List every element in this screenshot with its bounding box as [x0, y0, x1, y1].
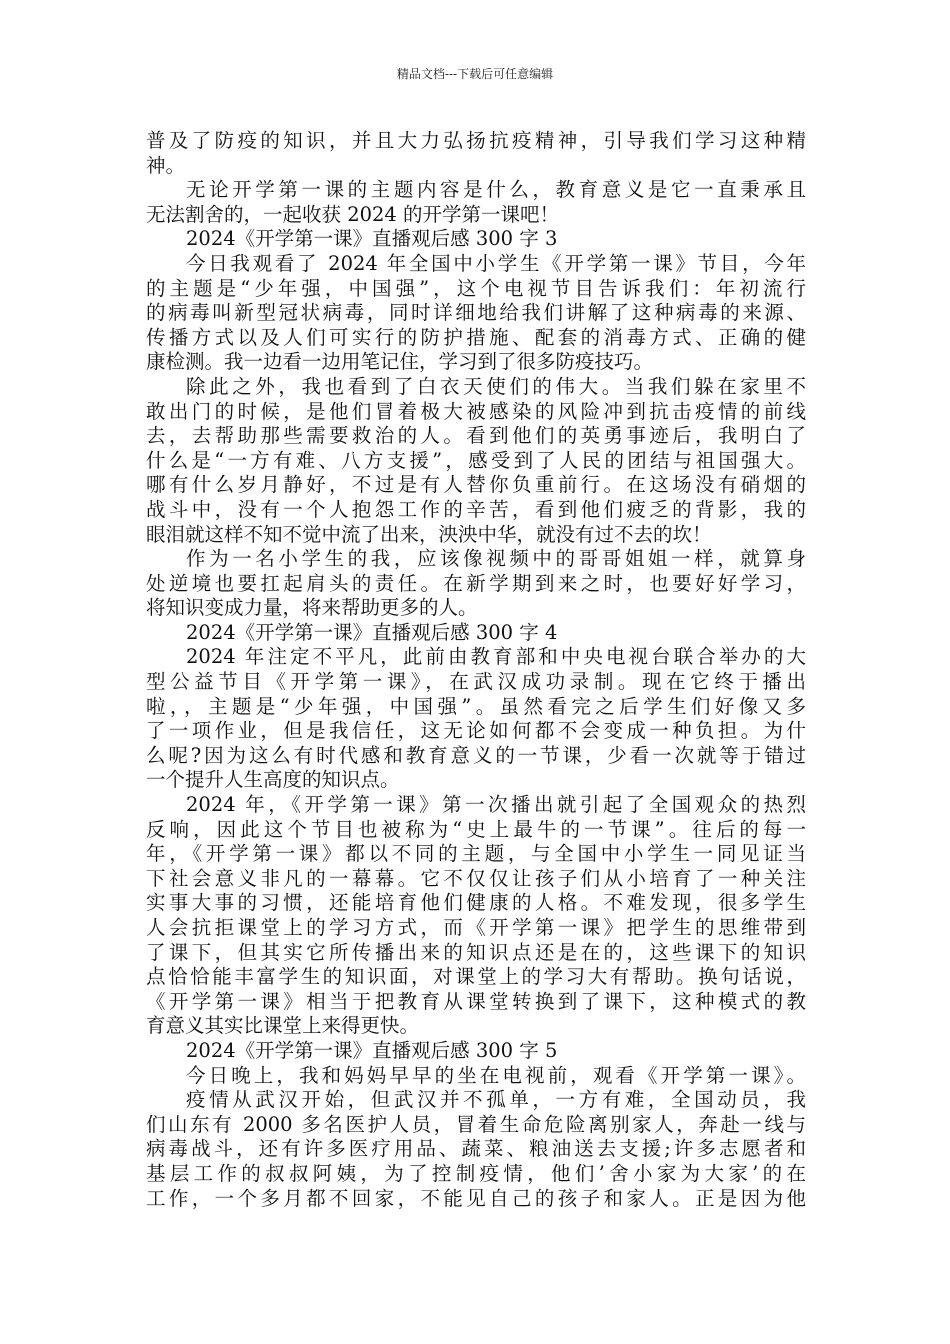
text-line: 处逆境也要扛起肩头的责任。在新学期到来之时，也要好好学习，	[146, 571, 806, 595]
text-line: 《开学第一课》相当于把教育从课堂转换到了课下，这种模式的教	[146, 989, 806, 1013]
text-line: 今日晚上，我和妈妈早早的坐在电视前，观看《开学第一课》。	[186, 1063, 806, 1087]
text-line: 敢出门的时候，是他们冒着极大被感染的风险冲到抗击疫情的前线	[146, 399, 806, 423]
text-line: 传播方式以及人们可实行的防护措施、配套的消毒方式、正确的健	[146, 325, 806, 349]
text-line: 型公益节目《开学第一课》，在武汉成功录制。现在它终于播出	[146, 670, 806, 694]
section-heading: 2024《开学第一课》直播观后感 300 字 3	[186, 227, 558, 251]
page-header: 精品文档---下载后可任意编辑	[396, 67, 554, 81]
section-heading: 2024《开学第一课》直播观后感 300 字 4	[186, 620, 558, 644]
text-line: 的主题是“少年强，中国强”，这个电视节目告诉我们：年初流行	[146, 276, 806, 300]
text-line: 工作，一个多月都不回家，不能见自己的孩子和家人。正是因为他	[146, 1186, 806, 1210]
text-line: 育意义其实比课堂上来得更快。	[146, 1014, 420, 1038]
text-line: 神。	[146, 153, 186, 177]
document-body	[146, 129, 806, 1211]
text-line: 基层工作的叔叔阿姨，为了控制疫情，他们’舍小家为大家’的在	[146, 1161, 806, 1185]
text-line: 2024 年，《开学第一课》第一次播出就引起了全国观众的热烈	[186, 793, 806, 817]
text-line: 反响，因此这个节目也被称为“史上最牛的一节课”。往后的每一	[146, 817, 806, 841]
text-line: 2024 年注定不平凡，此前由教育部和中央电视台联合举办的大	[186, 645, 806, 669]
text-line: 一个提升人生高度的知识点。	[146, 768, 400, 792]
text-line: 战斗中，没有一个人抱怨工作的辛苦，看到他们疲乏的背影，我的	[146, 497, 806, 521]
text-line: 将知识变成力量，将来帮助更多的人。	[146, 596, 478, 620]
text-line: 下社会意义非凡的一幕幕。它不仅仅让孩子们从小培育了一种关注	[146, 866, 806, 890]
text-line: 什么是“一方有难、八方支援”，感受到了人民的团结与祖国强大。	[146, 448, 806, 472]
text-line: 人会抗拒课堂上的学习方式，而《开学第一课》把学生的思维带到	[146, 916, 806, 939]
text-line: 普及了防疫的知识，并且大力弘扬抗疫精神，引导我们学习这种精	[146, 129, 806, 152]
text-line: 了一项作业，但是我信任，这无论如何都不会变成一种负担。为什	[146, 719, 806, 743]
text-line: 么呢?因为这么有时代感和教育意义的一节课，少看一次就等于错过	[146, 743, 806, 767]
text-line: 病毒战斗，还有许多医疗用品、蔬菜、粮油送去支援;许多志愿者和	[146, 1137, 806, 1161]
section-heading: 2024《开学第一课》直播观后感 300 字 5	[186, 1038, 558, 1062]
text-line: 无法割舍的，一起收获 2024 的开学第一课吧！	[146, 202, 560, 226]
text-line: 康检测。我一边看一边用笔记住，学习到了很多防疫技巧。	[146, 350, 654, 374]
text-line: 哪有什么岁月静好，不过是有人替你负重前行。在这场没有硝烟的	[146, 473, 806, 497]
text-line: 实事大事的习惯，还能培育他们健康的人格。不难发现，很多学生	[146, 891, 806, 915]
text-line: 年，《开学第一课》都以不同的主题，与全国中小学生一同见证当	[146, 842, 806, 866]
text-line: 的病毒叫新型冠状病毒，同时详细地给我们讲解了这种病毒的来源、	[146, 301, 806, 325]
text-line: 了课下，但其实它所传播出来的知识点还是在的，这些课下的知识	[146, 940, 806, 964]
text-line: 点恰恰能丰富学生的知识面，对课堂上的学习大有帮助。换句话说，	[146, 965, 806, 989]
text-line: 们山东有 2000 多名医护人员，冒着生命危险离别家人，奔赴一线与	[146, 1112, 806, 1136]
text-line: 除此之外，我也看到了白衣天使们的伟大。当我们躲在家里不	[186, 374, 806, 398]
text-line: 眼泪就这样不知不觉中流了出来，泱泱中华，就没有过不去的坎！	[146, 522, 712, 546]
text-line: 疫情从武汉开始，但武汉并不孤单，一方有难，全国动员，我	[186, 1088, 806, 1112]
text-line: 无论开学第一课的主题内容是什么，教育意义是它一直秉承且	[186, 178, 806, 202]
text-line: 啦，，主题是“少年强，中国强”。虽然看完之后学生们好像又多	[146, 694, 806, 718]
text-line: 今日我观看了 2024 年全国中小学生《开学第一课》节目，今年	[186, 251, 806, 275]
text-line: 作为一名小学生的我，应该像视频中的哥哥姐姐一样，就算身	[186, 547, 806, 571]
text-line: 去，去帮助那些需要救治的人。看到他们的英勇事迹后，我明白了	[146, 424, 806, 448]
